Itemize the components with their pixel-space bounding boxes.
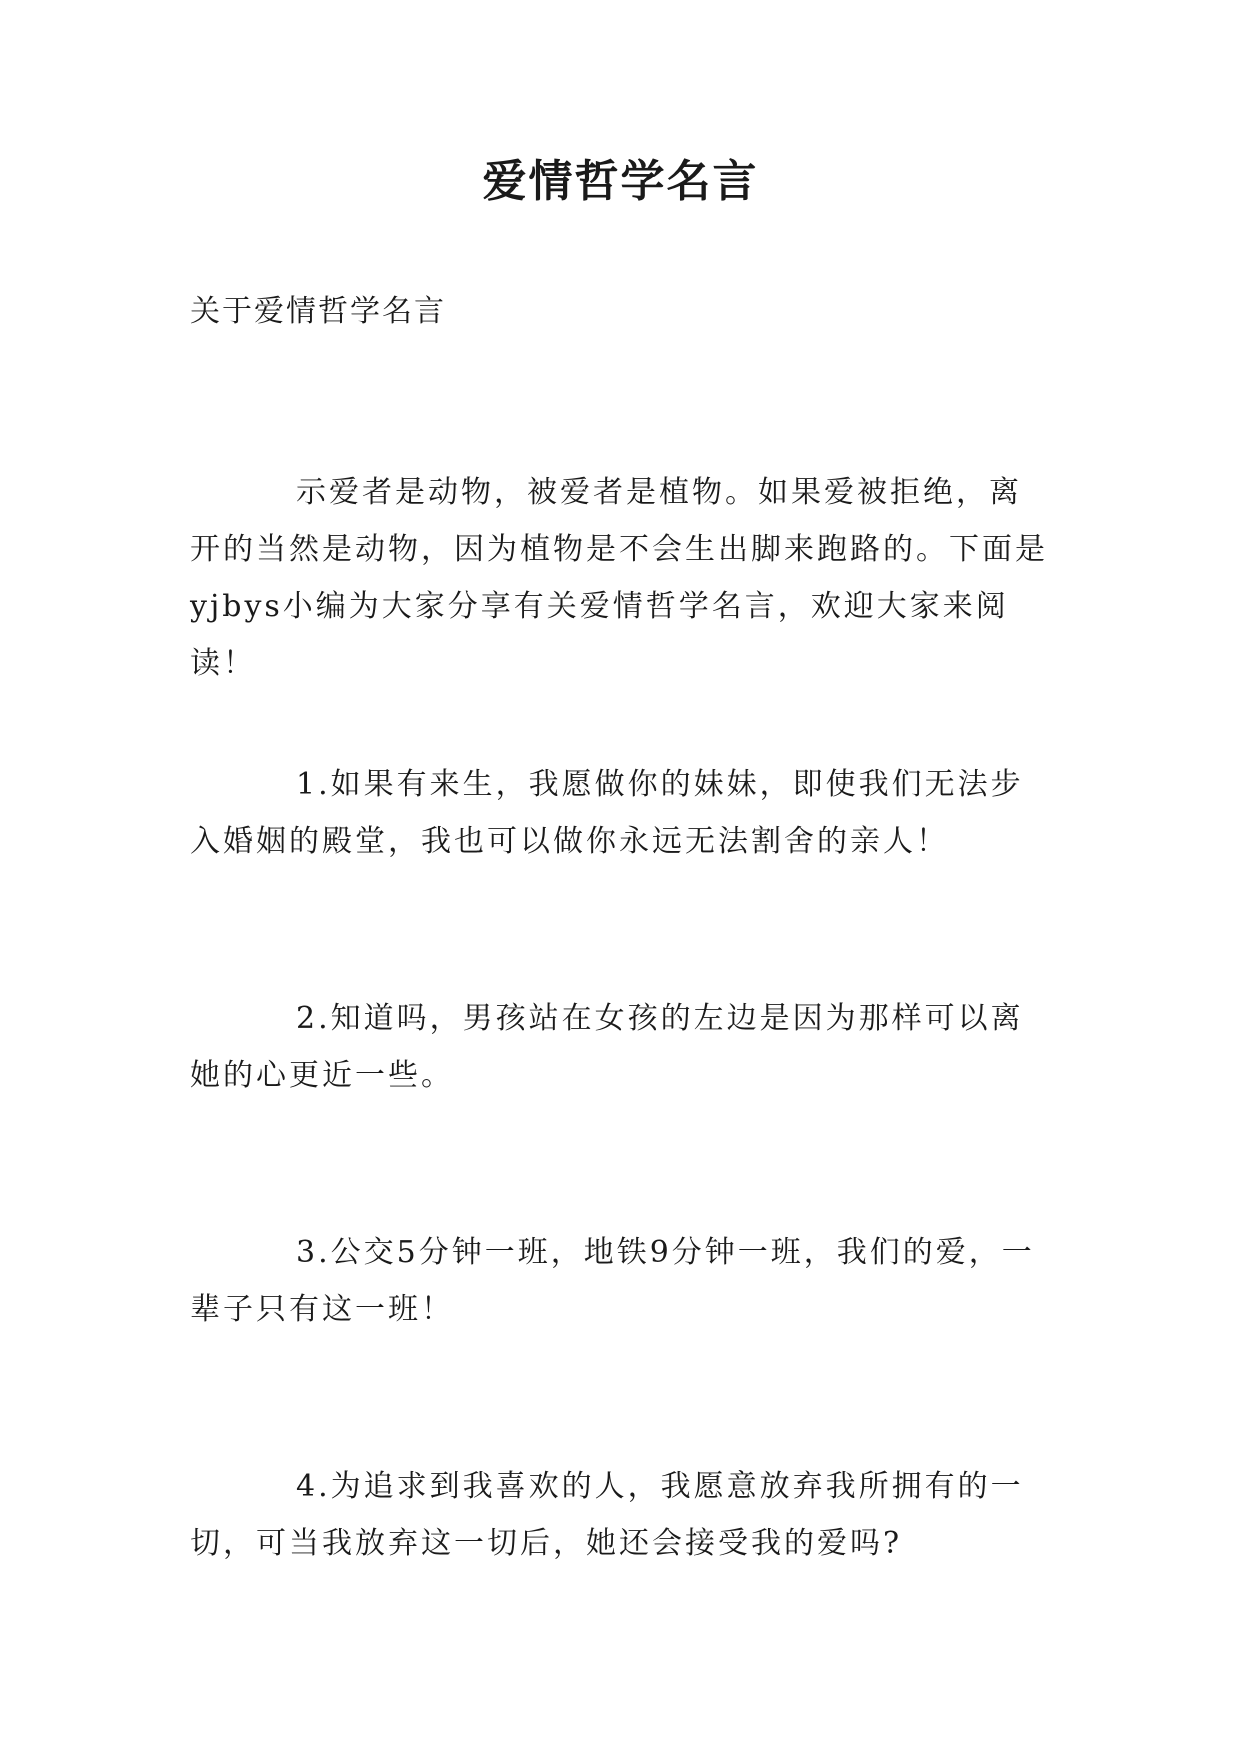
quote-paragraph-3: 3.公交5分钟一班，地铁9分钟一班，我们的爱，一辈子只有这一班！ — [190, 1235, 1035, 1327]
quote-paragraph-4: 4.为追求到我喜欢的人，我愿意放弃我所拥有的一切，可当我放弃这一切后，她还会接受我的爱吗? — [190, 1469, 1024, 1561]
quote-paragraph-2: 2.知道吗，男孩站在女孩的左边是因为那样可以离她的心更近一些。 — [190, 1001, 1024, 1093]
intro-paragraph: 示爱者是动物，被爱者是植物。如果爱被拒绝，离开的当然是动物，因为植物是不会生出脚来跑路的。下面是yjbys小编为大家分享有关爱情哲学名言，欢迎大家来阅读！ — [190, 475, 1048, 681]
document-subtitle: 关于爱情哲学名言 — [190, 294, 446, 329]
document-title: 爱情哲学名言 — [482, 156, 759, 207]
quote-paragraph-1: 1.如果有来生，我愿做你的妹妹，即使我们无法步入婚姻的殿堂，我也可以做你永远无法割舍的亲人！ — [190, 767, 1024, 859]
